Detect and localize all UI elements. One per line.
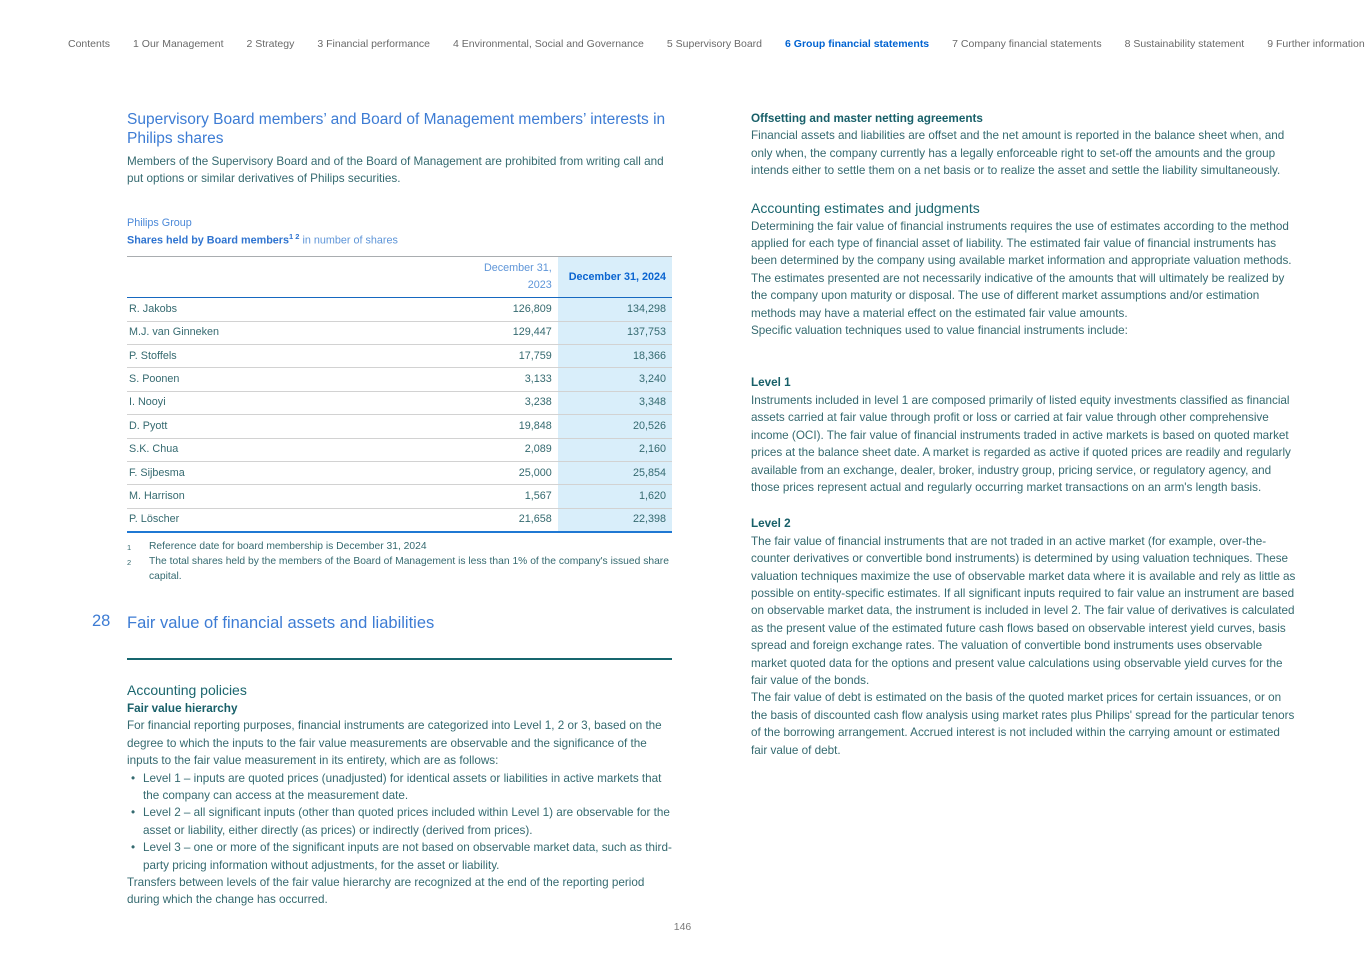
level1-heading: Level 1 (751, 376, 791, 390)
member-name: P. Stoffels (127, 345, 458, 368)
level2-heading: Level 2 (751, 517, 791, 531)
shares-2023: 3,133 (458, 368, 558, 391)
member-name: F. Sijbesma (127, 462, 458, 485)
shares-2024: 25,854 (558, 462, 672, 485)
bullet-level-2 (127, 804, 672, 839)
section-title: Fair value of financial assets and liabilities (127, 613, 435, 632)
estimates-body: Determining the fair value of financial instruments requires the use of estimates according to the method applied for each type of financial asset of liability. The estimated fair value of financial instruments has been determined by the company using available market information and appropriate valuation methods. The estimates presented are not necessarily indicative of the amounts that will ultimately be realized by the company upon maturity or disposal. The use of different market assumptions and/or estimation methods may have a material effect on the estimated fair value amounts. (751, 219, 1292, 320)
table-row (127, 462, 672, 485)
interests-heading: Supervisory Board members’ and Board of Management members’ interests in Philips shares (127, 111, 666, 147)
footnote-2 (127, 555, 672, 583)
bullet-icon: • (131, 841, 136, 855)
bullet-icon: • (131, 771, 136, 785)
fair-value-hierarchy-intro: For financial reporting purposes, financial instruments are categorized into Level 1, 2 or 3, based on the degree to which the inputs to the fair value measurements are observable and the significance of the inputs to the fair value measurement in its entirety, which are as follows: (127, 719, 662, 768)
table-row (127, 508, 672, 532)
shares-table-block (127, 217, 672, 584)
member-name: M. Harrison (127, 485, 458, 508)
shares-2023: 19,848 (458, 415, 558, 438)
table-row (127, 298, 672, 321)
nav-item-group-financial-statements[interactable]: 6 Group financial statements (785, 38, 930, 50)
member-name: I. Nooyi (127, 391, 458, 414)
shares-2023: 3,238 (458, 391, 558, 414)
interests-intro: Members of the Supervisory Board and of the Board of Management are prohibited from writing call and put options or similar derivatives of Philips securities. (127, 155, 664, 186)
debt-fair-value-paragraph: The fair value of debt is estimated on the basis of the quoted market prices for certain issuances, or on the basis of discounted cash flow analysis using market rates plus Philips' spread for the particular tenors of the borrowing arrangement. Accrued interest is not included within the carrying amount or estimated fair value of debt. (751, 691, 1295, 757)
fair-value-hierarchy-subheading: Fair value hierarchy (127, 701, 238, 715)
nav-item-strategy[interactable]: 2 Strategy (246, 38, 295, 50)
nav-item-supervisory-board[interactable]: 5 Supervisory Board (666, 38, 763, 50)
bullet-text: Level 1 – inputs are quoted prices (unadjusted) for identical assets or liabilities in active markets that the company can access at the measurement date. (143, 771, 662, 802)
shares-2023: 17,759 (458, 345, 558, 368)
table-title-superscript: 1 2 (289, 231, 300, 241)
shares-2023: 25,000 (458, 462, 558, 485)
top-navigation (68, 38, 1365, 50)
table-footnotes (127, 540, 672, 584)
shares-2024: 137,753 (558, 321, 672, 344)
nav-item-company-financial-statements[interactable]: 7 Company financial statements (952, 38, 1102, 50)
section-28-heading (92, 611, 672, 633)
footnote-1 (127, 540, 672, 555)
bullet-level-3 (127, 839, 672, 874)
footnote-text: The total shares held by the members of the Board of Management is less than 1% of the company's issued share capital. (149, 556, 669, 582)
levels-bullet-list (127, 770, 672, 874)
bullet-text: Level 3 – one or more of the significant inputs are not based on observable market data, such as third-party pricing information without adjustments, for the asset or liability. (143, 841, 672, 872)
nav-item-our-management[interactable]: 1 Our Management (133, 38, 224, 50)
shares-2023: 21,658 (458, 508, 558, 532)
table-title-bold: Shares held by Board members (127, 234, 290, 247)
bullet-icon: • (131, 806, 136, 820)
table-title-suffix: in number of shares (299, 234, 398, 247)
nav-item-esg[interactable]: 4 Environmental, Social and Governance (453, 38, 644, 50)
table-row (127, 321, 672, 344)
estimates-heading: Accounting estimates and judgments (751, 199, 980, 216)
offsetting-heading: Offsetting and master netting agreements (751, 112, 983, 125)
table-row (127, 485, 672, 508)
footnote-marker: 2 (127, 558, 132, 568)
section-number: 28 (92, 611, 111, 630)
member-name: R. Jakobs (127, 298, 458, 321)
right-column (751, 110, 1296, 759)
shares-2024: 2,160 (558, 438, 672, 461)
table-title (127, 230, 672, 248)
shares-2023: 129,447 (458, 321, 558, 344)
member-name: M.J. van Ginneken (127, 321, 458, 344)
page-number: 146 (673, 921, 692, 933)
level2-body: The fair value of financial instruments that are not traded in an active market (for example, over-the-counter derivatives or convertible bond instruments) is determined by using valuation techniques. These valuation techniques maximize the use of observable market data where it is available and rely as little as possible on entity-specific estimates. If all significant inputs required to fair value an instrument are based on observable market data, the instrument is included in level 2. The fair value of derivatives is calculated as the present value of the estimated future cash flows based on observable interest yield curves, basis spread and foreign exchange rates. The valuation of convertible bond instruments uses observable market quoted data for the options and present value calculations using observable yield curves for the fair value of the bonds. (751, 534, 1296, 687)
member-name: S. Poonen (127, 368, 458, 391)
accounting-policies-block (127, 681, 672, 909)
table-header-row (127, 257, 672, 298)
shares-2024: 3,240 (558, 368, 672, 391)
col-header-2024: December 31, 2024 (558, 257, 672, 298)
bullet-text: Level 2 – all significant inputs (other than quoted prices included within Level 1) are observable for the asset or liability, either directly (as prices) or indirectly (derived from prices). (143, 806, 670, 837)
nav-item-contents[interactable]: Contents (68, 38, 111, 50)
level1-body: Instruments included in level 1 are composed primarily of listed equity investments classified as financial assets carried at fair value through profit or loss or carried at fair value through other comprehensive income (OCI). The fair value of financial instruments traded in active markets is based on quoted market prices at the balance sheet date. A market is regarded as active if quoted prices are readily and regularly available from an exchange, dealer, broker, industry group, pricing service, or regulatory agency, and those prices represent actual and regularly occurring market transactions on an arm's length basis. (751, 393, 1291, 494)
bullet-level-1 (127, 770, 672, 805)
table-row (127, 391, 672, 414)
footnote-text: Reference date for board membership is December 31, 2024 (149, 541, 427, 553)
nav-item-further-information[interactable]: 9 Further information (1267, 38, 1365, 50)
shares-2024: 22,398 (558, 508, 672, 532)
section-divider (127, 658, 672, 660)
table-group-label: Philips Group (127, 216, 192, 229)
shares-2023: 126,809 (458, 298, 558, 321)
shares-held-table (127, 256, 672, 533)
offsetting-body: Financial assets and liabilities are offset and the net amount is reported in the balance sheet when, and only when, the company currently has a legally enforceable right to set-off the amounts and the group intends either to settle them on a net basis or to realize the asset and settle the liability simultaneously. (751, 129, 1285, 178)
shares-2024: 134,298 (558, 298, 672, 321)
footnote-marker: 1 (127, 543, 132, 553)
nav-item-financial-performance[interactable]: 3 Financial performance (317, 38, 431, 50)
member-name: D. Pyott (127, 415, 458, 438)
table-row (127, 415, 672, 438)
shares-2024: 20,526 (558, 415, 672, 438)
member-name: P. Löscher (127, 508, 458, 532)
valuation-techniques-note: Specific valuation techniques used to value financial instruments include: (751, 324, 1128, 338)
shares-2024: 18,366 (558, 345, 672, 368)
accounting-policies-heading: Accounting policies (127, 681, 247, 698)
col-header-2023: December 31, 2023 (458, 257, 558, 298)
shares-2023: 2,089 (458, 438, 558, 461)
table-row (127, 438, 672, 461)
col-header-name (127, 257, 458, 298)
table-row (127, 345, 672, 368)
shares-2024: 1,620 (558, 485, 672, 508)
transfers-paragraph: Transfers between levels of the fair value hierarchy are recognized at the end of the reporting period during which the change has occurred. (127, 875, 645, 907)
shares-2023: 1,567 (458, 485, 558, 508)
table-row (127, 368, 672, 391)
left-column (92, 110, 672, 909)
nav-item-sustainability-statement[interactable]: 8 Sustainability statement (1124, 38, 1245, 50)
member-name: S.K. Chua (127, 438, 458, 461)
shares-2024: 3,348 (558, 391, 672, 414)
